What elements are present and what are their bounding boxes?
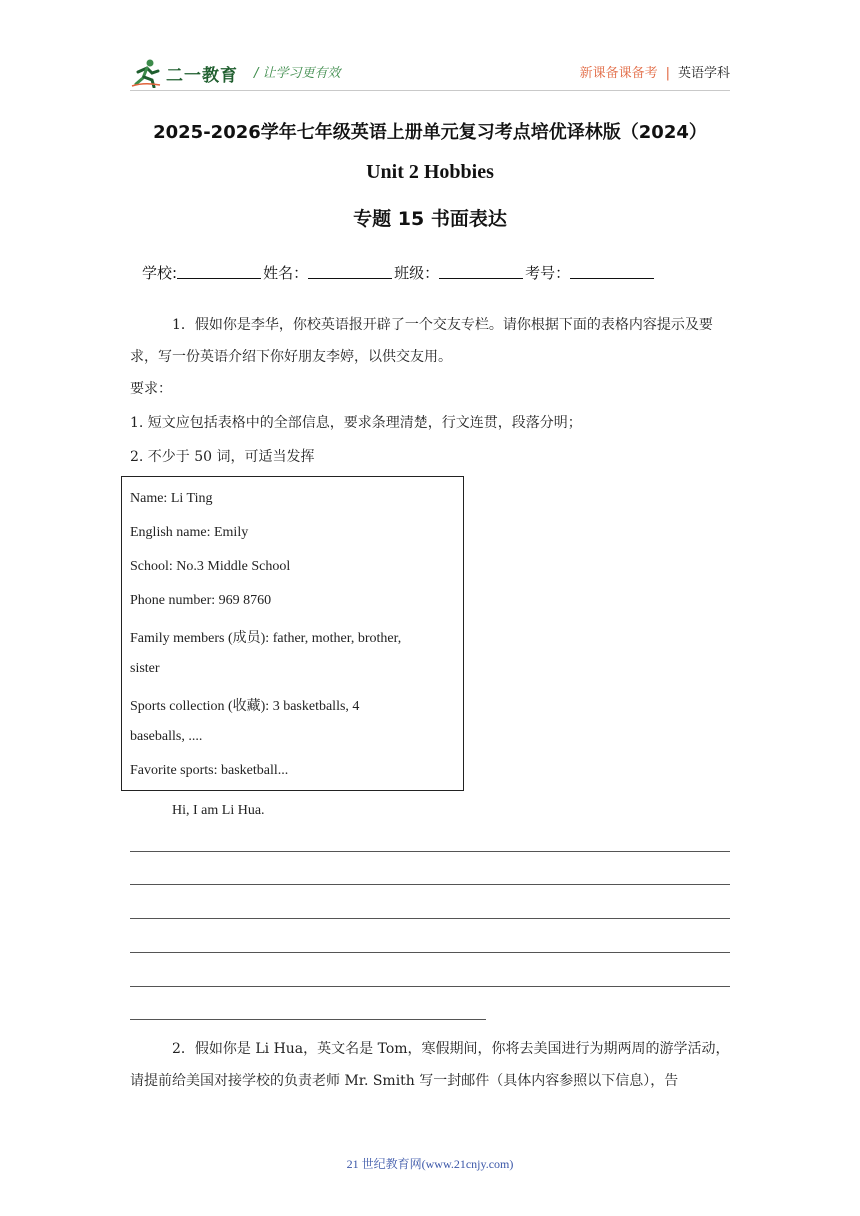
page-header [130, 56, 730, 92]
page-footer: 21 世纪教育网(www.21cnjy.com) [346, 1157, 514, 1171]
header-separator: | [665, 66, 670, 81]
school-blank[interactable] [177, 262, 261, 279]
header-subject-tag [580, 62, 730, 81]
class-label: 班级： [394, 264, 440, 282]
unit-title: Unit 2 Hobbies [366, 161, 494, 183]
answer-line[interactable] [130, 1019, 486, 1020]
box-line-family-cont: sister [130, 661, 160, 676]
requirement-2: 2. 不少于 50 词，可适当发挥 [130, 449, 315, 465]
answer-opening: Hi, I am Li Hua. [172, 803, 265, 818]
question-2-prompt: 2．假如你是 Li Hua，英文名是 Tom，寒假期间，你将去美国进行为期两周的游学活动，请提前给美国对接学校的负责老师 Mr. Smith 写一封邮件（具体内容参照以下信息），告 [130, 1041, 730, 1089]
name-blank[interactable] [308, 262, 392, 279]
header-divider [130, 90, 730, 91]
requirements-title: 要求： [130, 381, 172, 397]
box-line-sports-collection-cont: baseballs, .... [130, 729, 203, 744]
box-line-name: Name: Li Ting [130, 491, 213, 506]
box-line-english-name: English name: Emily [130, 525, 249, 540]
answer-line[interactable] [130, 952, 730, 953]
answer-line[interactable] [130, 986, 730, 987]
document-title: 2025-2026学年七年级英语上册单元复习考点培优译林版（2024） [153, 122, 707, 143]
exam-number-label: 考号： [525, 264, 571, 282]
name-label: 姓名： [263, 264, 309, 282]
topic-title: 专题 15 书面表达 [353, 208, 507, 230]
box-line-school: School: No.3 Middle School [130, 559, 291, 574]
question-1-prompt: 1．假如你是李华，你校英语报开辟了一个交友专栏。请你根据下面的表格内容提示及要求，写一份英语介绍下你好朋友李婷，以供交友用。 [130, 317, 713, 365]
running-figure-icon [130, 58, 164, 88]
box-line-phone: Phone number: 969 8760 [130, 593, 272, 608]
logo [130, 58, 238, 88]
requirement-1: 1. 短文应包括表格中的全部信息，要求条理清楚，行文连贯，段落分明； [130, 415, 582, 431]
answer-line[interactable] [130, 884, 730, 885]
box-line-family: Family members (成员): father, mother, brother, [130, 631, 402, 646]
exam-number-blank[interactable] [570, 262, 654, 279]
box-line-sports-collection: Sports collection (收藏): 3 basketballs, 4 [130, 699, 360, 714]
info-table-box [121, 476, 464, 791]
logo-text: 二一教育 [166, 65, 238, 86]
header-tag-course: 新课备课备考 [579, 66, 658, 81]
box-line-favorite-sports: Favorite sports: basketball... [130, 763, 289, 778]
header-tag-subject: 英语学科 [677, 66, 730, 81]
answer-line[interactable] [130, 851, 730, 852]
student-info-line [142, 262, 656, 283]
slogan: / 让学习更有效 [254, 66, 341, 81]
school-label: 学校: [142, 264, 178, 282]
answer-line[interactable] [130, 918, 730, 919]
class-blank[interactable] [439, 262, 523, 279]
